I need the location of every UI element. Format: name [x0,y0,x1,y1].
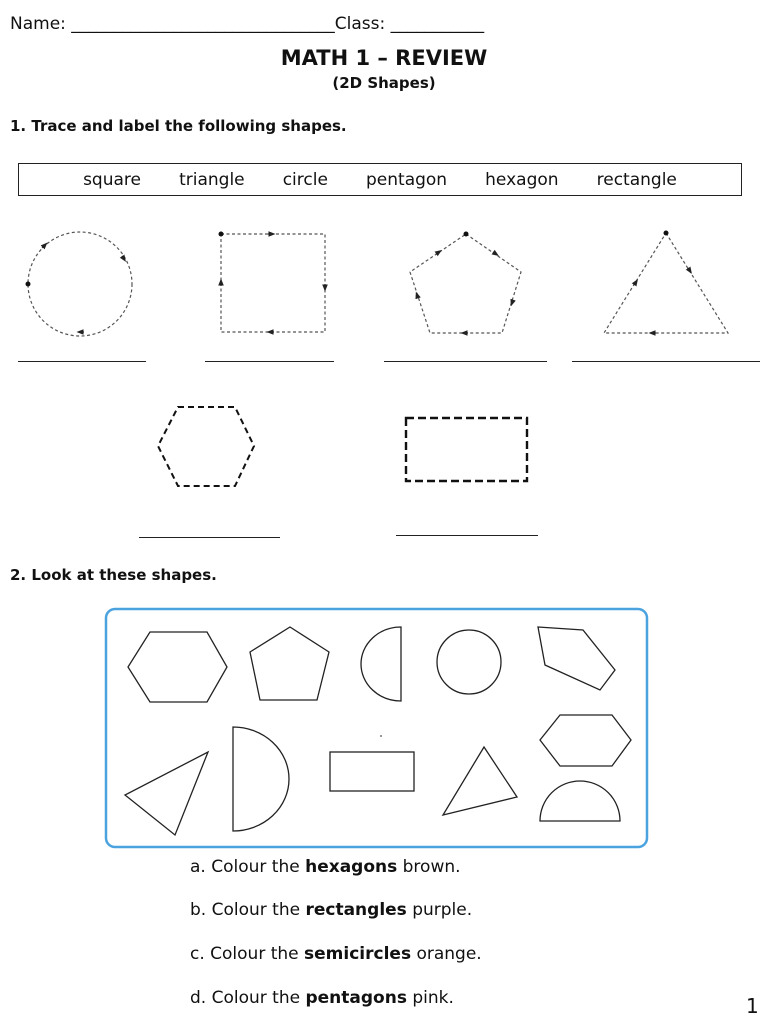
shape-rectangle[interactable] [330,752,414,791]
shape-pentagon[interactable] [250,627,329,700]
shape-semicircle[interactable] [540,781,620,821]
instruction-d: d. Colour the pentagons pink. [190,988,454,1008]
shape-semicircle[interactable] [233,727,289,831]
name-blank[interactable]: _______________________________ [71,14,335,34]
shape-triangle[interactable] [125,752,208,835]
page-number: 1 [746,994,759,1018]
instruction-b: b. Colour the rectangles purple. [190,900,473,920]
class-blank[interactable]: ___________ [390,14,485,34]
word-bank-item: square [83,169,141,190]
name-label: Name: [10,14,66,34]
class-label: Class: [334,14,386,34]
shape-hexagon[interactable] [128,632,227,702]
shape-irregular-pentagon[interactable] [538,627,615,690]
shape-semicircle[interactable] [361,627,401,701]
shape-hexagon[interactable] [540,715,631,766]
word-bank-item: triangle [179,169,245,190]
instruction-c: c. Colour the semicircles orange. [190,944,482,964]
page-subtitle: (2D Shapes) [332,74,436,92]
speck-mark [380,735,382,737]
word-bank-item: circle [282,169,328,190]
shape-triangle[interactable] [443,747,517,815]
word-bank-item: pentagon [366,169,448,190]
page-title: MATH 1 – REVIEW [280,46,488,70]
instruction-a: a. Colour the hexagons brown. [190,857,461,877]
question-2-heading: 2. Look at these shapes. [10,566,217,584]
shapes-frame [106,609,647,847]
word-bank-item: hexagon [485,169,559,190]
shape-circle[interactable] [437,630,501,694]
question-1-heading: 1. Trace and label the following shapes. [10,117,347,135]
word-bank-item: rectangle [596,169,677,190]
